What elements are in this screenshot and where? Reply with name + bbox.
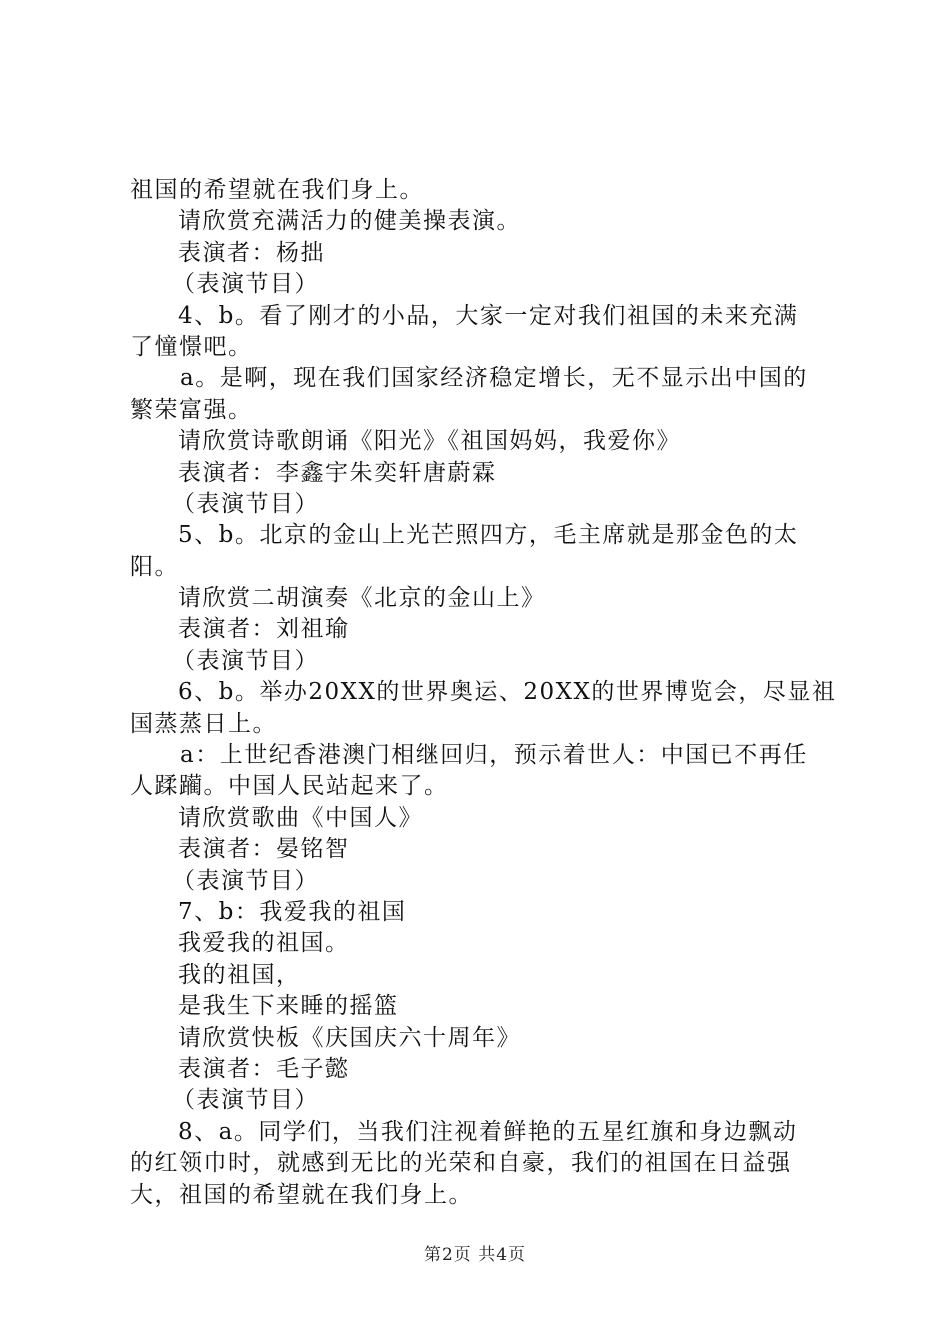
text-line: 大，祖国的希望就在我们身上。 [130, 1181, 473, 1208]
text-line: 请欣赏充满活力的健美操表演。 [178, 208, 521, 235]
text-line: （表演节目） [172, 490, 319, 517]
text-line: 我爱我的祖国。 [178, 930, 350, 957]
text-line: 7、b：我爱我的祖国 [178, 898, 407, 925]
text-line: 我的祖国， [178, 961, 301, 988]
text-line: 请欣赏快板《庆国庆六十周年》 [178, 1024, 521, 1051]
text-line: 繁荣富强。 [130, 396, 253, 423]
text-line: （表演节目） [172, 271, 319, 298]
text-line: 的红领巾时，就感到无比的光荣和自豪，我们的祖国在日益强 [130, 1150, 792, 1177]
text-line: 表演者：刘祖瑜 [178, 616, 350, 643]
text-line: 5、b。北京的金山上光芒照四方，毛主席就是那金色的太 [178, 522, 799, 549]
text-line: 表演者：毛子懿 [178, 1055, 350, 1082]
text-line: 请欣赏二胡演奏《北京的金山上》 [178, 585, 546, 612]
text-line: （表演节目） [172, 1087, 319, 1114]
document-body [130, 175, 837, 1211]
text-line: （表演节目） [172, 867, 319, 894]
text-line: 6、b。举办20XX的世界奥运、20XX的世界博览会，尽显祖 [178, 679, 837, 706]
text-line: 人蹂躏。中国人民站起来了。 [130, 773, 449, 800]
text-line: 表演者：杨拙 [178, 239, 325, 266]
text-line: 阳。 [130, 553, 179, 580]
text-line: （表演节目） [172, 647, 319, 674]
text-line: 表演者：晏铭智 [178, 836, 350, 863]
text-line: a：上世纪香港澳门相继回归，预示着世人：中国已不再任 [180, 742, 808, 769]
text-line: 请欣赏歌曲《中国人》 [178, 804, 423, 831]
text-line: 是我生下来睡的摇篮 [178, 993, 399, 1020]
page-footer: 第2页 共4页 [423, 1245, 527, 1265]
text-line: 8、a。同学们，当我们注视着鲜艳的五星红旗和身边飘动 [178, 1118, 798, 1145]
text-line: 表演者：李鑫宇朱奕轩唐蔚霖 [178, 459, 497, 486]
text-line: 国蒸蒸日上。 [130, 710, 277, 737]
text-line: 请欣赏诗歌朗诵《阳光》《祖国妈妈，我爱你》 [178, 428, 681, 455]
text-line: 祖国的希望就在我们身上。 [130, 177, 424, 203]
text-line: a。是啊，现在我们国家经济稳定增长，无不显示出中国的 [180, 365, 808, 392]
text-line: 4、b。看了刚才的小品，大家一定对我们祖国的未来充满 [178, 302, 799, 329]
text-line: 了憧憬吧。 [130, 333, 253, 360]
